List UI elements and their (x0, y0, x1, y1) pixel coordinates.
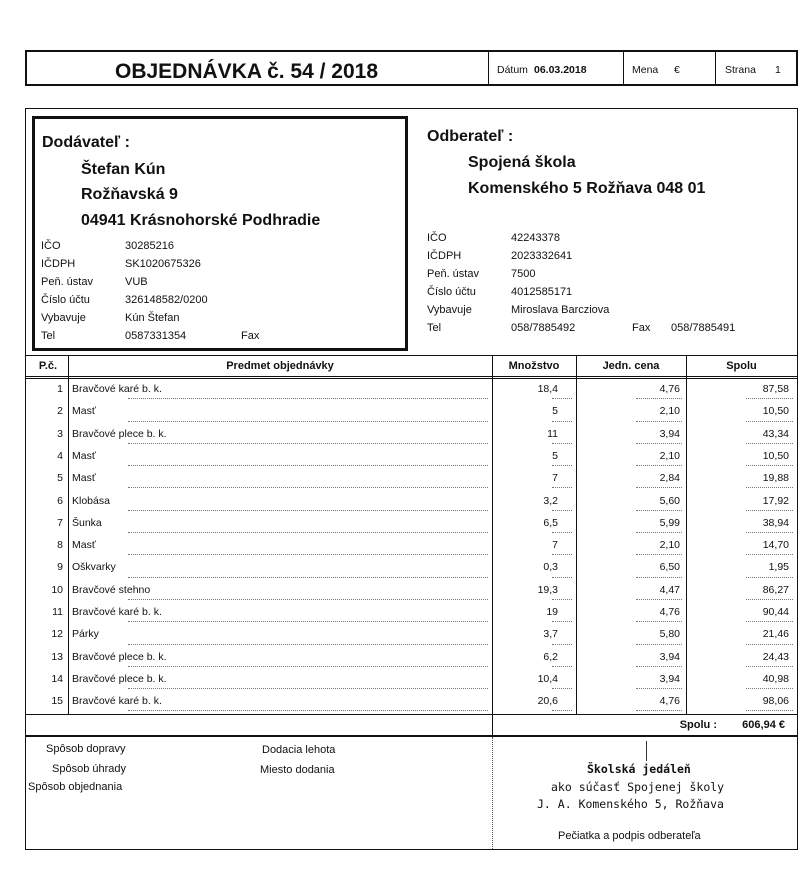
supplier-fax-label: Fax (241, 330, 260, 342)
supplier-label: Dodávateľ : (42, 134, 130, 151)
table-row (26, 668, 797, 690)
supplier-field-label: IČO (41, 240, 61, 252)
row-number: 4 (57, 449, 63, 462)
row-item: Bravčové plece b. k. (72, 427, 167, 440)
row-number: 12 (51, 628, 63, 641)
row-number: 1 (57, 383, 63, 395)
table-row (26, 646, 797, 668)
row-unit-price: 4,47 (659, 583, 680, 596)
table-row (26, 556, 797, 578)
row-total: 90,44 (762, 606, 789, 618)
row-number: 3 (57, 427, 63, 440)
table-row (26, 467, 797, 489)
customer-field-value: Miroslava Barcziova (511, 304, 610, 316)
row-item: Masť (72, 472, 96, 485)
row-unit-price: 4,76 (659, 695, 680, 708)
customer-field-value: 2023332641 (511, 250, 573, 262)
header-divider (715, 52, 716, 84)
supplier-field-value: 0587331354 (125, 330, 187, 342)
row-item: Bravčové karé b. k. (72, 606, 162, 618)
supplier-field-value: Kún Štefan (125, 312, 180, 324)
row-unit-price: 5,99 (659, 516, 680, 529)
row-qty: 10,4 (537, 672, 558, 685)
row-qty: 11 (547, 427, 558, 440)
header-divider (623, 52, 624, 84)
row-item: Oškvarky (72, 561, 116, 574)
row-number: 5 (57, 472, 63, 485)
customer-field-label: IČO (427, 232, 447, 244)
row-qty: 20,6 (537, 695, 558, 708)
row-qty: 3,7 (543, 628, 558, 641)
row-unit-price: 5,60 (659, 494, 680, 507)
supplier-city: 04941 Krásnohorské Podhradie (81, 212, 321, 229)
parties-section (25, 108, 798, 356)
supplier-field-value: SK1020675326 (125, 258, 201, 270)
currency-value: € (674, 64, 680, 76)
row-qty: 6,2 (543, 650, 558, 663)
date-value: 06.03.2018 (534, 64, 587, 76)
row-qty: 3,2 (543, 494, 558, 507)
table-row (26, 445, 797, 467)
customer-name: Spojená škola (468, 154, 576, 171)
row-qty: 5 (552, 449, 558, 462)
row-number: 2 (57, 405, 63, 418)
row-total: 38,94 (762, 516, 789, 529)
column-header-unit-price: Jedn. cena (602, 360, 660, 372)
table-row (26, 601, 797, 623)
table-header-row (26, 356, 797, 377)
column-header-item: Predmet objednávky (226, 360, 334, 372)
signature-mark (646, 741, 648, 761)
row-unit-price: 3,94 (659, 427, 680, 440)
column-header-qty: Množstvo (508, 360, 560, 372)
row-total: 14,70 (762, 539, 789, 552)
row-number: 6 (57, 494, 63, 507)
row-number: 10 (51, 583, 63, 596)
customer-label: Odberateľ : (427, 128, 514, 145)
page-value: 1 (775, 64, 781, 76)
supplier-field-value: VUB (125, 276, 148, 288)
date-label: Dátum (497, 64, 528, 76)
row-unit-price: 4,76 (659, 606, 680, 618)
supplier-field-label: IČDPH (41, 258, 76, 270)
order-header (25, 50, 798, 86)
table-row (26, 378, 797, 400)
table-row (26, 400, 797, 422)
row-number: 11 (52, 606, 63, 618)
row-qty: 7 (552, 472, 558, 485)
currency-label: Mena (632, 64, 659, 76)
row-total: 10,50 (762, 449, 789, 462)
row-qty: 0,3 (543, 561, 558, 574)
order-title: OBJEDNÁVKA č. 54 / 2018 (115, 60, 379, 83)
row-qty: 19 (546, 606, 558, 618)
supplier-field-label: Číslo účtu (41, 294, 90, 306)
row-unit-price: 2,10 (659, 405, 680, 418)
payment-label: Spôsob úhrady (52, 763, 126, 775)
sum-label: Spolu : (679, 719, 717, 731)
row-unit-price: 2,84 (659, 472, 680, 485)
supplier-field-value: 30285216 (125, 240, 174, 252)
row-total: 86,27 (762, 583, 789, 596)
row-total: 98,06 (762, 695, 789, 708)
customer-field-label: IČDPH (427, 250, 462, 262)
row-item: Klobása (72, 494, 110, 507)
order-footer (25, 736, 798, 850)
delivery-place-label: Miesto dodania (260, 764, 335, 776)
stamp-line: Školská jedáleň (587, 762, 691, 776)
header-divider (488, 52, 489, 84)
row-total: 43,34 (762, 427, 789, 440)
footer-divider (492, 737, 493, 849)
supplier-field-label: Tel (41, 330, 56, 342)
customer-field-label: Číslo účtu (427, 286, 476, 298)
customer-address: Komenského 5 Rožňava 048 01 (468, 180, 706, 197)
supplier-field-label: Vybavuje (41, 312, 86, 324)
row-number: 14 (51, 672, 63, 685)
page-label: Strana (725, 64, 756, 76)
customer-field-value: 4012585171 (511, 286, 573, 298)
table-row (26, 490, 797, 512)
row-item: Masť (72, 539, 96, 552)
table-row (26, 423, 797, 445)
row-item: Bravčové stehno (72, 583, 151, 596)
stamp-line: J. A. Komenského 5, Rožňava (537, 797, 724, 811)
row-item: Šunka (72, 516, 102, 529)
row-number: 15 (51, 695, 63, 708)
row-total: 10,50 (762, 405, 789, 418)
row-total: 24,43 (762, 650, 789, 663)
row-number: 9 (57, 561, 63, 574)
row-qty: 19,3 (537, 583, 558, 596)
sum-row (26, 714, 797, 736)
row-unit-price: 4,76 (659, 383, 680, 395)
row-unit-price: 2,10 (659, 449, 680, 462)
row-unit-price: 3,94 (659, 650, 680, 663)
customer-field-label: Tel (427, 322, 442, 334)
customer-field-value: 42243378 (511, 232, 560, 244)
row-unit-price: 3,94 (659, 672, 680, 685)
table-row (26, 623, 797, 645)
row-item: Bravčové plece b. k. (72, 672, 167, 685)
row-item: Bravčové plece b. k. (72, 650, 167, 663)
transport-label: Spôsob dopravy (46, 743, 126, 755)
row-unit-price: 6,50 (659, 561, 680, 574)
row-number: 7 (57, 516, 63, 529)
supplier-field-label: Peň. ústav (41, 276, 93, 288)
signature-caption: Pečiatka a podpis odberateľa (558, 830, 701, 842)
row-unit-price: 5,80 (659, 628, 680, 641)
row-number: 13 (51, 650, 63, 663)
row-number: 8 (57, 539, 63, 552)
row-unit-price: 2,10 (659, 539, 680, 552)
customer-field-value: 058/7885492 (511, 322, 576, 334)
row-qty: 18,4 (537, 383, 558, 395)
supplier-street: Rožňavská 9 (81, 186, 178, 203)
table-row (26, 690, 797, 712)
customer-field-label: Peň. ústav (427, 268, 479, 280)
customer-fax-label: Fax (632, 322, 651, 334)
items-table (25, 356, 798, 736)
supplier-box (32, 116, 408, 351)
row-total: 87,58 (762, 383, 789, 395)
customer-fax-value: 058/7885491 (671, 322, 736, 334)
row-item: Bravčové karé b. k. (72, 695, 162, 708)
row-total: 21,46 (762, 628, 789, 641)
supplier-name: Štefan Kún (81, 161, 166, 178)
row-qty: 6,5 (543, 516, 558, 529)
table-row (26, 534, 797, 556)
customer-field-label: Vybavuje (427, 304, 472, 316)
row-total: 1,95 (768, 561, 789, 574)
column-header-no: P.č. (38, 360, 58, 372)
row-item: Masť (72, 449, 96, 462)
row-item: Masť (72, 405, 96, 418)
table-row (26, 579, 797, 601)
row-qty: 5 (552, 405, 558, 418)
row-total: 17,92 (762, 494, 789, 507)
supplier-field-value: 326148582/0200 (125, 294, 208, 306)
column-header-total: Spolu (726, 360, 757, 372)
row-total: 19,88 (762, 472, 789, 485)
stamp-line: ako súčasť Spojenej školy (551, 780, 725, 794)
row-total: 40,98 (762, 672, 789, 685)
order-method-label: Spôsob objednania (28, 781, 123, 793)
sum-value: 606,94 € (742, 719, 785, 731)
delivery-date-label: Dodacia lehota (262, 744, 336, 756)
row-qty: 7 (552, 539, 558, 552)
customer-field-value: 7500 (511, 268, 536, 280)
table-row (26, 512, 797, 534)
row-item: Párky (72, 628, 99, 641)
row-item: Bravčové karé b. k. (72, 383, 162, 395)
